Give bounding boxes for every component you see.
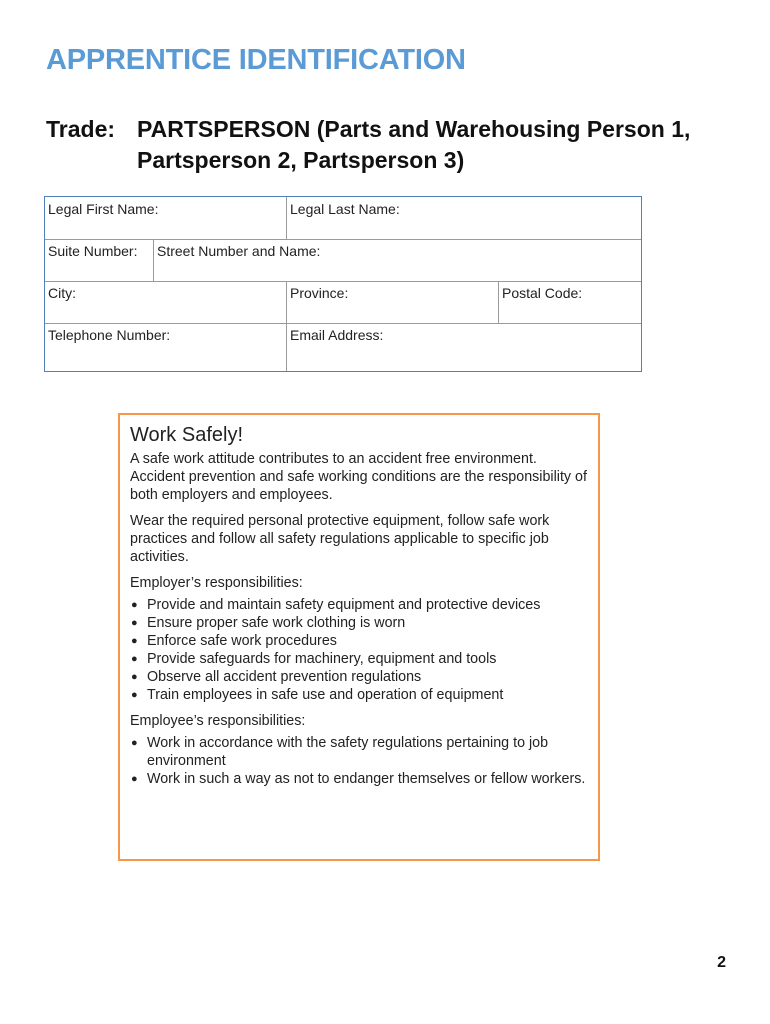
city-label: City: — [48, 285, 76, 301]
bullet-icon: ● — [131, 689, 138, 701]
employer-responsibilities-heading: Employer’s responsibilities: — [130, 575, 303, 591]
list-item: ● Ensure proper safe work clothing is worn — [131, 615, 406, 631]
list-item: ● Work in accordance with the safety regulations pertaining to job environment — [131, 735, 549, 769]
telephone-field[interactable] — [45, 323, 286, 371]
province-label: Province: — [290, 285, 349, 301]
page-number: 2 — [717, 954, 726, 971]
employee-responsibilities-list — [130, 734, 588, 788]
suite-number-label: Suite Number: — [48, 243, 138, 259]
list-item: ● Provide and maintain safety equipment and protective devices — [131, 597, 541, 613]
telephone-label: Telephone Number: — [48, 327, 171, 343]
email-label: Email Address: — [290, 327, 384, 343]
suite-number-field[interactable] — [45, 239, 153, 281]
form-row-name — [45, 197, 641, 240]
employer-responsibilities-list — [130, 596, 588, 704]
street-field[interactable] — [153, 239, 641, 281]
work-safely-box — [118, 413, 600, 861]
trade-label: Trade: — [46, 116, 116, 142]
safety-paragraph-2: Wear the required personal protective equipment, follow safe work practices and follow all safety regulations applicable to specific job activities. — [130, 513, 550, 565]
email-field[interactable] — [286, 323, 641, 371]
bullet-icon: ● — [131, 635, 138, 647]
apprentice-info-form — [44, 196, 642, 372]
bullet-icon: ● — [131, 737, 138, 749]
list-item: ● Train employees in safe use and operation of equipment — [131, 687, 504, 703]
street-label: Street Number and Name: — [157, 243, 321, 259]
bullet-icon: ● — [131, 773, 138, 785]
work-safely-title: Work Safely! — [130, 424, 243, 446]
bullet-icon: ● — [131, 671, 138, 683]
form-row-address — [45, 239, 641, 282]
page-title: APPRENTICE IDENTIFICATION — [46, 44, 466, 76]
bullet-icon: ● — [131, 653, 138, 665]
list-item: ● Provide safeguards for machinery, equipment and tools — [131, 651, 497, 667]
list-item: ● Enforce safe work procedures — [131, 633, 337, 649]
postal-code-field[interactable] — [498, 281, 641, 323]
province-field[interactable] — [286, 281, 498, 323]
employee-responsibilities-heading: Employee’s responsibilities: — [130, 713, 306, 729]
city-field[interactable] — [45, 281, 286, 323]
list-item: ● Observe all accident prevention regulations — [131, 669, 422, 685]
trade-section — [46, 114, 717, 176]
legal-first-name-field[interactable] — [45, 197, 286, 239]
legal-first-name-label: Legal First Name: — [48, 201, 159, 217]
safety-paragraph-1: A safe work attitude contributes to an accident free environment. Accident prevention and safe working conditions are the responsibility of both employers and employees. — [130, 451, 587, 503]
form-row-city — [45, 281, 641, 324]
postal-code-label: Postal Code: — [502, 285, 583, 301]
bullet-icon: ● — [131, 617, 138, 629]
legal-last-name-field[interactable] — [286, 197, 641, 239]
list-item: ● Work in such a way as not to endanger themselves or fellow workers. — [131, 771, 586, 787]
legal-last-name-label: Legal Last Name: — [290, 201, 400, 217]
bullet-icon: ● — [131, 599, 138, 611]
form-row-contact — [45, 323, 641, 371]
trade-value: PARTSPERSON (Parts and Warehousing Person 1, Partsperson 2, Partsperson 3) — [137, 116, 691, 173]
